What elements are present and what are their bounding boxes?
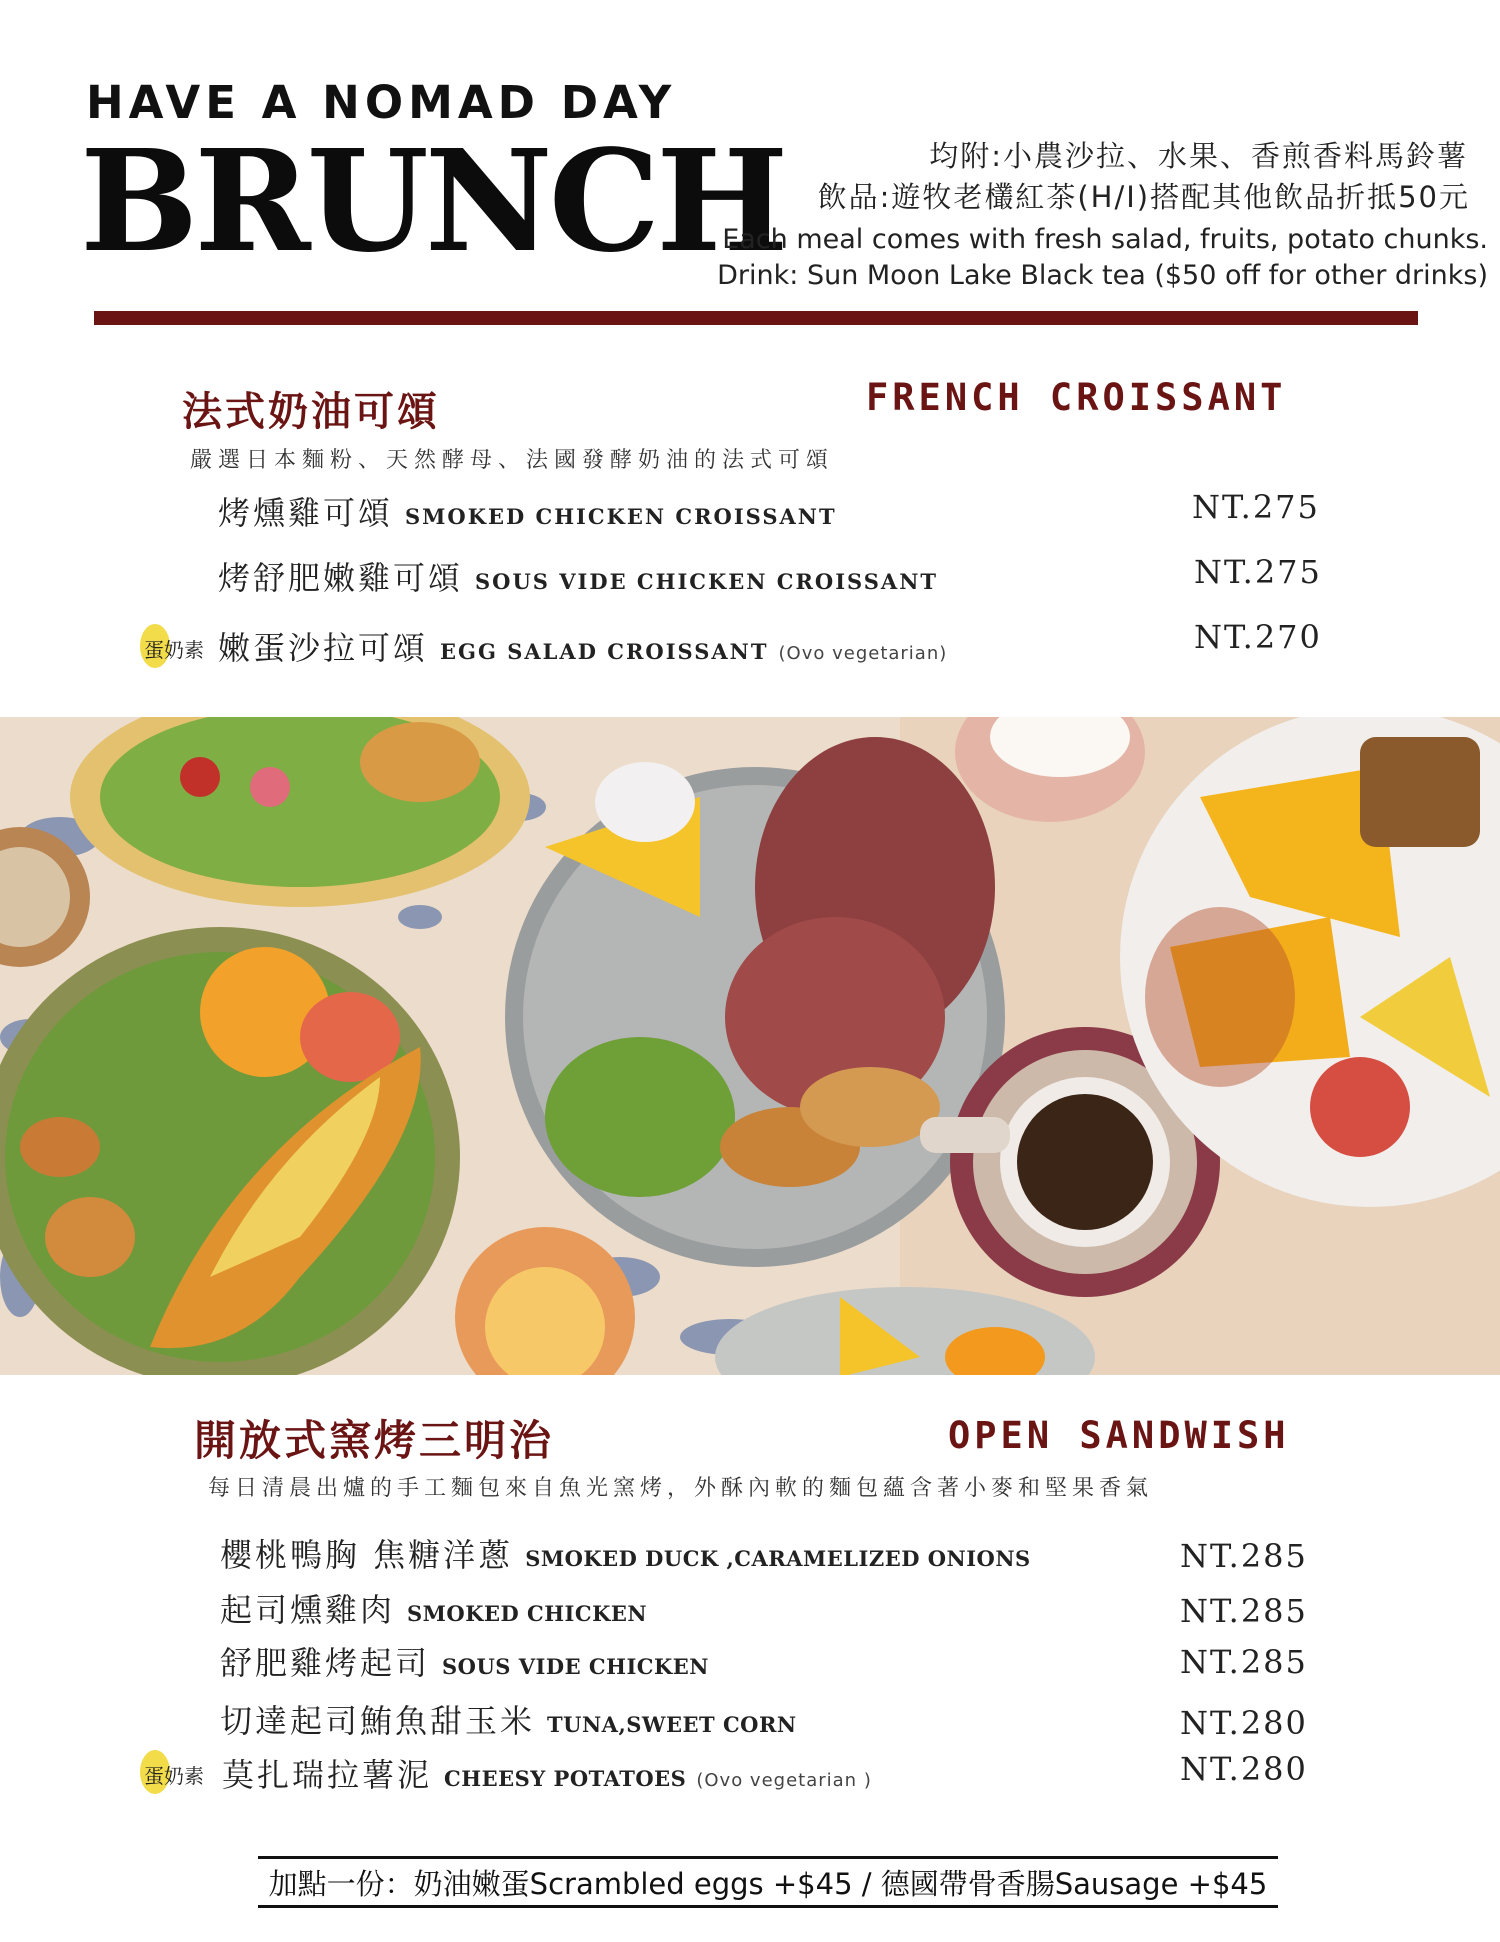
item-note: (Ovo vegetarian )	[696, 1770, 872, 1791]
croissant-description: 嚴選日本麵粉、天然酵母、法國發酵奶油的法式可頌	[190, 448, 835, 473]
menu-item	[218, 553, 938, 599]
item-name-en: CHEESY POTATOES	[444, 1766, 687, 1791]
footer-rule-top	[258, 1856, 1278, 1859]
item-price: NT.285	[1180, 1537, 1308, 1575]
item-name-zh: 莫扎瑞拉薯泥	[222, 1756, 433, 1794]
addon-note: 加點一份：奶油嫩蛋Scrambled eggs +$45 / 德國帶骨香腸Sausage +$45	[268, 1867, 1268, 1901]
item-price: NT.270	[1194, 618, 1322, 656]
sandwich-description: 每日清晨出爐的手工麵包來自魚光窯烤，外酥內軟的麵包蘊含著小麥和堅果香氣	[208, 1476, 1154, 1501]
menu-item	[220, 1530, 1031, 1576]
item-name-zh: 烤舒肥嫩雞可頌	[218, 559, 464, 597]
menu-item	[222, 1750, 872, 1796]
item-name-en: TUNA,SWEET CORN	[547, 1712, 797, 1737]
food-photo-illustration	[0, 717, 1500, 1375]
header-divider	[94, 311, 1418, 325]
menu-item	[220, 1638, 709, 1684]
item-price: NT.280	[1180, 1704, 1308, 1742]
item-name-en: SMOKED CHICKEN	[407, 1601, 648, 1626]
ovo-vegetarian-badge	[144, 1760, 204, 1789]
item-price: NT.275	[1194, 553, 1322, 591]
tagline: HAVE A NOMAD DAY	[86, 76, 677, 129]
item-name-zh: 嫩蛋沙拉可頌	[218, 629, 429, 667]
item-name-en: SOUS VIDE CHICKEN	[442, 1654, 709, 1679]
menu-item	[218, 488, 837, 534]
ovo-vegetarian-badge	[144, 634, 204, 663]
menu-item	[220, 1696, 797, 1742]
item-name-en: SMOKED CHICKEN CROISSANT	[405, 504, 837, 529]
footer-rule-bottom	[258, 1905, 1278, 1908]
item-price: NT.285	[1180, 1643, 1308, 1681]
item-note: (Ovo vegetarian)	[778, 643, 948, 664]
item-name-zh: 起司燻雞肉	[220, 1591, 396, 1629]
croissant-title-zh: 法式奶油可頌	[182, 389, 440, 435]
page-title: BRUNCH	[80, 120, 785, 284]
item-price: NT.275	[1192, 488, 1320, 526]
menu-item	[218, 623, 947, 669]
food-photo	[0, 717, 1500, 1375]
item-name-zh: 烤燻雞可頌	[218, 494, 394, 532]
item-price: NT.285	[1180, 1592, 1308, 1630]
badge-label: 蛋奶素	[144, 638, 204, 662]
item-name-en: EGG SALAD CROISSANT	[440, 639, 769, 664]
item-name-zh: 切達起司鮪魚甜玉米	[220, 1702, 536, 1740]
badge-label: 蛋奶素	[144, 1764, 204, 1788]
item-name-zh: 舒肥雞烤起司	[220, 1644, 431, 1682]
sandwich-title-zh: 開放式窯烤三明治	[194, 1416, 555, 1465]
item-name-en: SOUS VIDE CHICKEN CROISSANT	[475, 569, 939, 594]
includes-zh-line-2: 飲品:遊牧老欉紅茶(H/I)搭配其他飲品折抵50元	[817, 180, 1470, 214]
includes-en-line-1: Each meal comes with fresh salad, fruits, potato chunks.	[722, 224, 1488, 255]
sandwich-title-en: OPEN SANDWISH	[948, 1414, 1290, 1457]
item-name-zh: 櫻桃鴨胸 焦糖洋蔥	[220, 1536, 514, 1574]
includes-zh-line-1: 均附:小農沙拉、水果、香煎香料馬鈴薯	[929, 139, 1468, 173]
menu-item	[220, 1585, 647, 1631]
item-price: NT.280	[1180, 1750, 1308, 1788]
item-name-en: SMOKED DUCK ,CARAMELIZED ONIONS	[525, 1546, 1031, 1571]
croissant-title-en: FRENCH CROISSANT	[866, 376, 1287, 419]
includes-en-line-2: Drink: Sun Moon Lake Black tea ($50 off for other drinks)	[717, 260, 1488, 291]
